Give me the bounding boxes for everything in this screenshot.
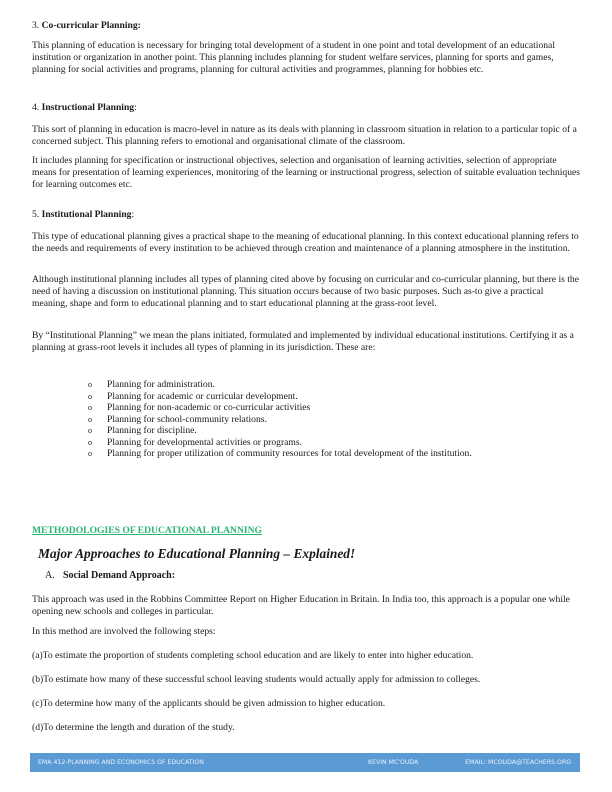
list-item: [88, 425, 588, 437]
footer-author: KEVIN MC'OUDA: [368, 759, 419, 766]
circle-bullet-icon: o: [88, 449, 92, 458]
paragraph: It includes planning for specification or instructional objectives, selection and organisation of learning activities, selection of appropriate means for presentation of learning experiences, monitoring of the learning or instructional progress, selection of suitable evaluation techniques for learning outcomes etc.: [32, 155, 581, 191]
heading-number: 4.: [32, 102, 40, 113]
heading-instructional-planning: [32, 102, 580, 114]
paragraph: By “Institutional Planning” we mean the plans initiated, formulated and implemented by individual educational institutions. Certifying it as a planning at grass-root levels it includes all types of planning in its jurisdiction. These are:: [32, 330, 574, 354]
list-item: [88, 402, 588, 414]
list-item-text: Planning for academic or curricular development.: [107, 390, 298, 402]
list-item: [88, 379, 588, 391]
circle-bullet-icon: o: [88, 426, 92, 435]
page-footer: [30, 753, 580, 772]
heading-number: 3.: [32, 20, 40, 31]
heading-co-curricular-planning: [32, 20, 580, 32]
circle-bullet-icon: o: [88, 403, 92, 412]
heading-text: Institutional Planning: [41, 209, 132, 220]
paragraph: This planning of education is necessary for bringing total development of a student in one point and total development of an educational institution or organization in another point. This planning includes planning for student welfare services, planning for sports and games, planning for social activities and programs, planning for cultural activities and programmes, planning for hobbies etc.: [32, 40, 555, 76]
list-item-text: Planning for proper utilization of community resources for total development of the institution.: [107, 448, 472, 459]
step-item: (b)To estimate how many of these successful school leaving students would actually apply for admission to colleges.: [32, 674, 481, 685]
circle-bullet-icon: o: [88, 391, 92, 401]
paragraph: This sort of planning in education is macro-level in nature as its deals with planning in classroom situation in relation to a particular topic of a concerned subject. This planning refers to emotional and organisational climate of the classroom.: [32, 124, 577, 148]
paragraph: This approach was used in the Robbins Committee Report on Higher Education in Britain. In India too, this approach is a popular one while opening new schools and colleges in particular.: [32, 594, 570, 618]
step-item: (d)To determine the length and duration of the study.: [32, 722, 235, 733]
subsection-title: Social Demand Approach:: [63, 570, 176, 581]
circle-bullet-icon: o: [88, 414, 92, 424]
subsection-heading-social-demand: [45, 570, 175, 581]
list-item-text: Planning for administration.: [107, 379, 215, 390]
step-item: (a)To estimate the proportion of students completing school education and are likely to enter into higher education.: [32, 650, 474, 661]
list-item-text: Planning for school-community relations.: [107, 413, 267, 425]
list-item-text: Planning for discipline.: [107, 425, 197, 436]
heading-institutional-planning: [32, 209, 580, 221]
footer-email: EMAIL: MCOUDA@TEACHERS.ORG: [465, 759, 571, 766]
circle-bullet-icon: o: [88, 380, 92, 389]
list-item: [88, 414, 588, 426]
paragraph: Although institutional planning includes all types of planning cited above by focusing on curricular and co-curricular planning, but there is the need of having a discussion on institutional planning. This situation occurs because of two basic purposes. Such as-to give a practical meaning, shape and form to educational planning and to start educational planning at the grass-root level.: [32, 274, 579, 310]
list-item-text: Planning for developmental activities or programs.: [107, 436, 303, 448]
heading-colon: :: [131, 209, 135, 220]
heading-number: 5.: [32, 209, 40, 220]
heading-text: Co-curricular Planning:: [41, 20, 141, 31]
list-item: [88, 448, 588, 460]
paragraph: In this method are involved the following steps:: [32, 626, 216, 637]
heading-text: Instructional Planning: [41, 102, 135, 113]
paragraph: This type of educational planning gives a practical shape to the meaning of educational planning. In this context educational planning refers to the needs and requirements of every institution to be achieved through creation and maintenance of a planning atmosphere in the institution.: [32, 231, 579, 255]
circle-bullet-icon: o: [88, 437, 92, 447]
major-approaches-heading: Major Approaches to Educational Planning – Explained!: [38, 546, 356, 561]
list-item-text: Planning for non-academic or co-curricular activities: [107, 402, 311, 413]
footer-course-title: EMA 412-PLANNING AND ECONOMICS OF EDUCATION: [38, 759, 204, 766]
step-item: (c)To determine how many of the applicants should be given admission to higher education.: [32, 698, 386, 709]
list-item: [88, 391, 588, 403]
institutional-planning-list: [88, 379, 588, 460]
section-title-methodologies: METHODOLOGIES OF EDUCATIONAL PLANNING: [32, 525, 263, 536]
heading-colon: :: [134, 102, 137, 113]
subsection-letter: A.: [45, 570, 55, 581]
list-item: [88, 437, 588, 449]
